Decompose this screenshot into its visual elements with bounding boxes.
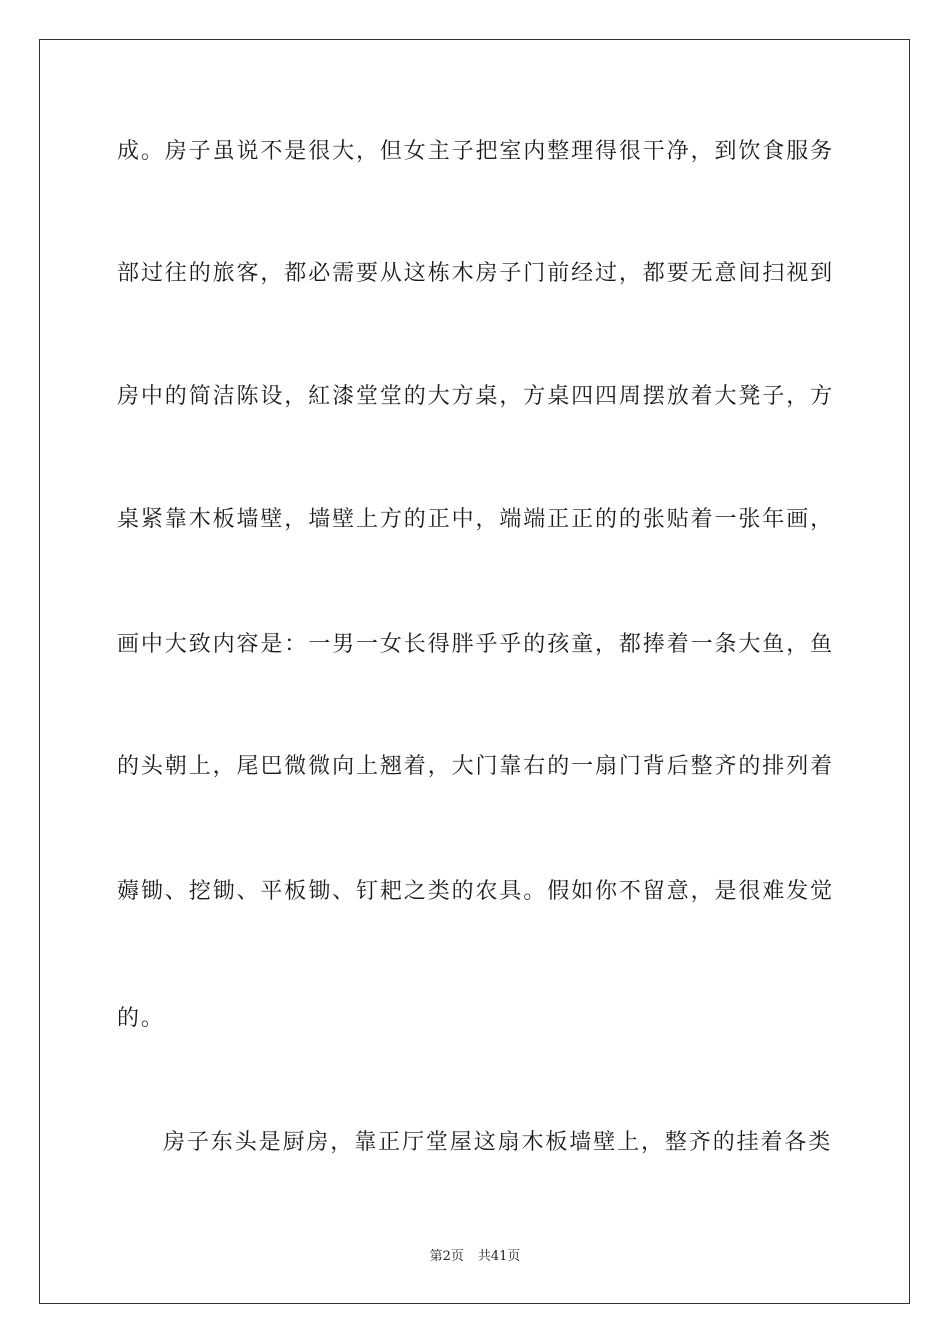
page-footer (0, 1248, 950, 1266)
paragraph-first-line: 房子东头是厨房，靠正厅堂屋这扇木板墙壁上，整齐的挂着各类 (163, 1130, 833, 1155)
page-number: 第2页 (429, 1249, 464, 1264)
page-total: 共41页 (477, 1249, 521, 1264)
text-line: 的。 (117, 1006, 165, 1031)
text-line: 桌紧靠木板墙壁，墙壁上方的正中，端端正正的的张贴着一张年画， (117, 507, 835, 532)
text-line: 成。房子虽说不是很大，但女主子把室内整理得很干净，到饮食服务 (117, 139, 835, 164)
text-line: 部过往的旅客，都必需要从这栋木房子门前经过，都要无意间扫视到 (117, 261, 835, 286)
page-border (39, 39, 910, 1304)
text-line: 的头朝上，尾巴微微向上翘着，大门靠右的一扇门背后整齐的排列着 (117, 754, 835, 779)
text-line: 薅锄、挖锄、平板锄、钉耙之类的农具。假如你不留意，是很难发觉 (117, 879, 835, 904)
text-line: 画中大致内容是：一男一女长得胖乎乎的孩童，都捧着一条大鱼，鱼 (117, 632, 835, 657)
text-line: 房中的简洁陈设，紅漆堂堂的大方桌，方桌四四周摆放着大凳子，方 (117, 384, 835, 409)
